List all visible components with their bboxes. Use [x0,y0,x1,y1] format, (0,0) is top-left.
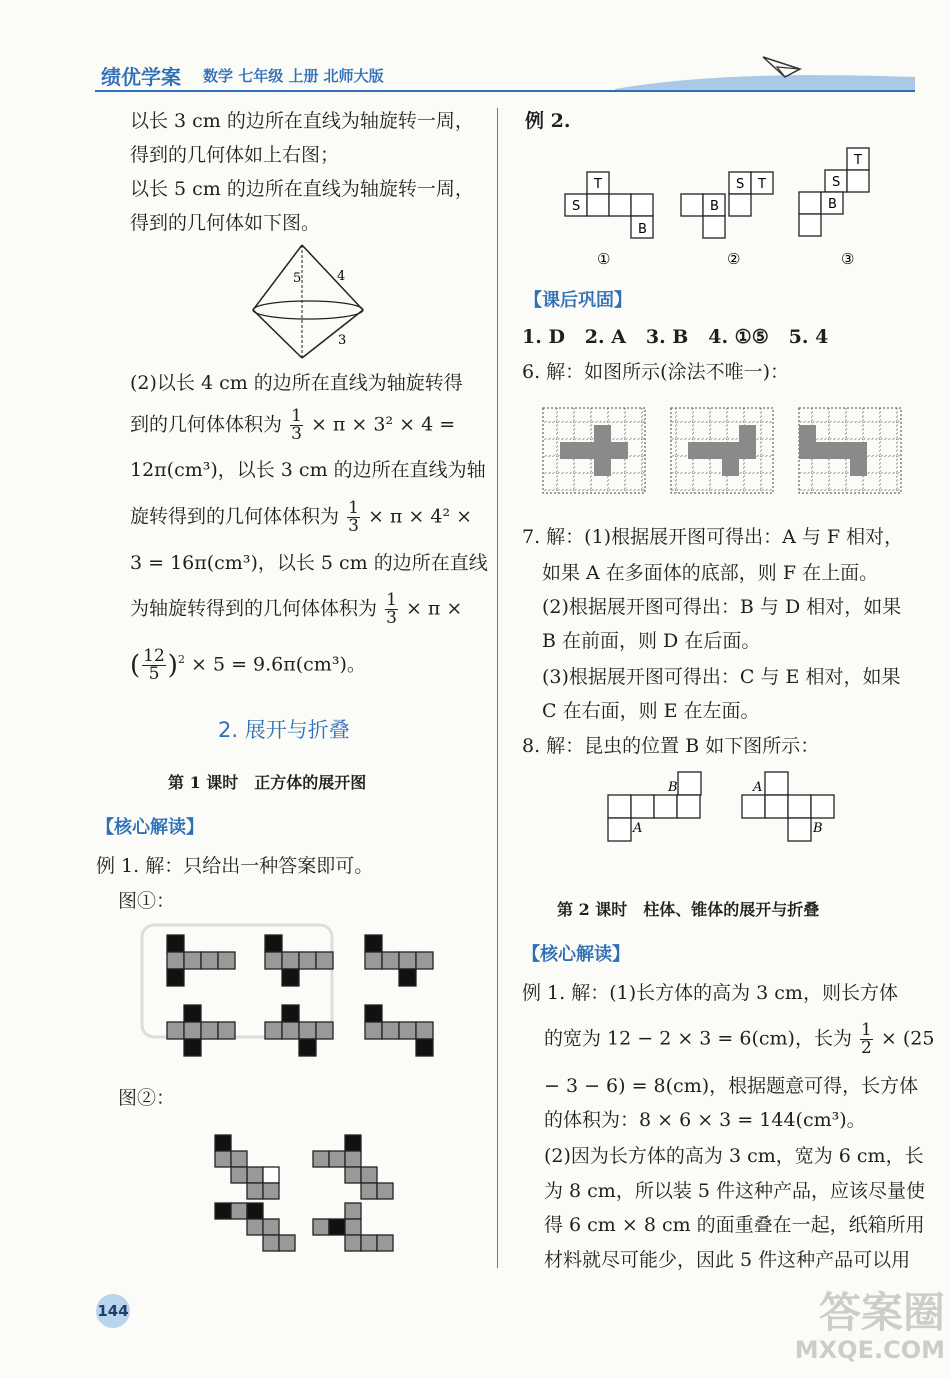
brand-title: 绩优学案 [101,65,181,89]
left-q2-l4a: 旋转得到的几何体体积为 [130,505,340,528]
ex2-n3-T: T [854,153,862,168]
lesson2-title: 第 2 课时 柱体、锥体的展开与折叠 [557,900,820,919]
fraction-one-half: $\frac{1}{2}$ [861,1020,872,1058]
ex2-n1-T: T [594,177,602,192]
q6-grid-1 [543,408,645,493]
q6-grid-2 [671,408,773,493]
r-line1: 例 1. 解：(1)长方体的高为 3 cm，则长方体 [522,982,898,1004]
answer-5: 5. 4 [788,326,829,348]
fraction-one-third: $\frac{1}{3}$ [348,498,359,536]
ex2-nets [555,142,885,272]
q7-line2: 如果 A 在多面体的底部，则 F 在上面。 [542,562,879,584]
left-p2: 得到的几何体如上右图； [130,144,340,166]
page-header [95,55,915,95]
left-q2-l7b: × 5 = 9.6π(cm³)。 [191,653,366,676]
r-line2b: × (25 [880,1027,935,1050]
ex2-n1-B: B [638,222,647,237]
section-title: 2. 展开与折叠 [218,718,350,742]
answers-row [522,322,828,352]
fraction-one-third: $\frac{1}{3}$ [291,406,302,444]
core-heading-left: 【核心解读】 [96,817,204,838]
q8-n1-B: B [668,780,678,795]
paren-left: ( [130,650,141,681]
ex2-n1-S: S [572,199,581,214]
q7-line5: (3)根据展开图可得出：C 与 E 相对，如果 [542,666,901,688]
after-class-heading: 【课后巩固】 [524,290,632,311]
header-subject: 数学 七年级 上册 北师大版 [203,67,384,85]
watermark [750,1290,945,1375]
answer-4: 4. ①⑤ [708,326,769,348]
net-6 [365,1005,433,1056]
q7-line3: (2)根据展开图可得出：B 与 D 相对，如果 [542,596,902,618]
r-line8: 材料就尽可能少，因此 5 件这种产品可以用 [544,1249,911,1271]
r-line4: 的体积为：8 × 6 × 3 = 144(cm³)。 [544,1109,866,1131]
q8-n1-A: A [633,821,643,836]
ex2-n2-S: S [736,177,745,192]
net-2 [265,935,333,986]
answer-3: 3. B [645,326,689,348]
left-q2-l5: 3 = 16π(cm³)，以长 5 cm 的边所在直线 [130,552,488,574]
watermark-text: 答案圈 [818,1288,945,1337]
ex2-n3-S: S [832,175,841,190]
q8-n2-B: B [813,821,823,836]
left-p4: 得到的几何体如下图。 [130,212,321,234]
q7-line1: 7. 解：(1)根据展开图可得出：A 与 F 相对， [522,526,904,548]
answer-2: 2. A [584,326,626,348]
r-line6: 为 8 cm，所以装 5 件这种产品，应该尽量使 [544,1180,925,1202]
left-q2-l2b: × π × 3² × 4 = [310,413,456,436]
stair-net-3 [215,1203,295,1251]
paren-right: ) [167,650,178,681]
ex2-n3-B: B [828,197,837,212]
answer-1: 1. D [522,326,565,348]
ex2-caption-3: ③ [841,250,855,268]
r-line7: 得 6 cm × 8 cm 的面重叠在一起，纸箱所用 [544,1214,925,1236]
lesson1-title: 第 1 课时 正方体的展开图 [168,773,367,792]
ex2-caption-1: ① [597,250,611,268]
left-q2-l6b: × π × [405,597,463,620]
q6-grids [540,405,910,500]
net-5 [265,1005,333,1056]
fraction-twelve-fifths: $\frac{12}{5}$ [143,645,165,684]
net-1 [167,935,235,986]
stair-net-1 [215,1135,279,1199]
ex2-n2-T: T [758,177,766,192]
core-heading-right: 【核心解读】 [522,944,630,965]
q8-text: 8. 解：昆虫的位置 B 如下图所示： [522,735,820,757]
r-line3: − 3 − 6) = 8(cm)，根据题意可得，长方体 [544,1075,919,1097]
net-3 [365,935,433,986]
fig2-label: 图②： [118,1087,176,1109]
r-line5: (2)因为长方体的高为 3 cm，宽为 6 cm，长 [544,1145,924,1167]
page-number-badge [96,1294,130,1328]
watermark-site: MXQE.COM [794,1336,945,1364]
column-divider [497,108,498,1268]
square-exponent: 2 [177,653,185,666]
stair-net-4 [313,1203,393,1251]
left-p3: 以长 5 cm 的边所在直线为轴旋转一周， [130,178,474,200]
left-q2-l4b: × π × 4² × [367,505,473,528]
q8-nets [600,770,850,845]
figure2-nets [210,1130,410,1260]
net-4 [167,1005,235,1056]
cone-label-3: 3 [338,333,347,348]
cone-label-4: 4 [337,269,346,284]
q8-net-1 [608,772,701,841]
left-q2-l1: (2)以长 4 cm 的边所在直线为轴旋转得 [130,372,463,394]
q6-text: 6. 解：如图所示(涂法不唯一)： [522,361,789,383]
r-line2a: 的宽为 12 − 2 × 3 = 6(cm)，长为 [544,1027,852,1050]
q6-grid-3 [799,408,901,493]
double-cone-figure [245,240,375,365]
fraction-one-third: $\frac{1}{3}$ [386,590,397,628]
stair-net-2 [313,1135,393,1199]
ex2-n2-B: B [710,199,719,214]
ex2-caption-2: ② [727,250,741,268]
left-ex1: 例 1. 解：只给出一种答案即可。 [96,855,374,877]
left-q2-l6a: 为轴旋转得到的几何体体积为 [130,597,378,620]
left-q2-l3: 12π(cm³)，以长 3 cm 的边所在直线为轴 [130,459,486,481]
ex2-label: 例 2. [525,110,571,132]
cone-label-5: 5 [293,271,302,286]
fig1-label: 图①： [118,890,176,912]
q8-n2-A: A [753,780,763,795]
left-p1: 以长 3 cm 的边所在直线为轴旋转一周， [130,110,474,132]
q7-line6: C 在右面，则 E 在左面。 [542,700,760,722]
q7-line4: B 在前面，则 D 在后面。 [542,630,761,652]
page-number: 144 [97,1302,129,1320]
left-q2-l2a: 到的几何体体积为 [130,413,283,436]
figure1-nets [130,920,470,1065]
